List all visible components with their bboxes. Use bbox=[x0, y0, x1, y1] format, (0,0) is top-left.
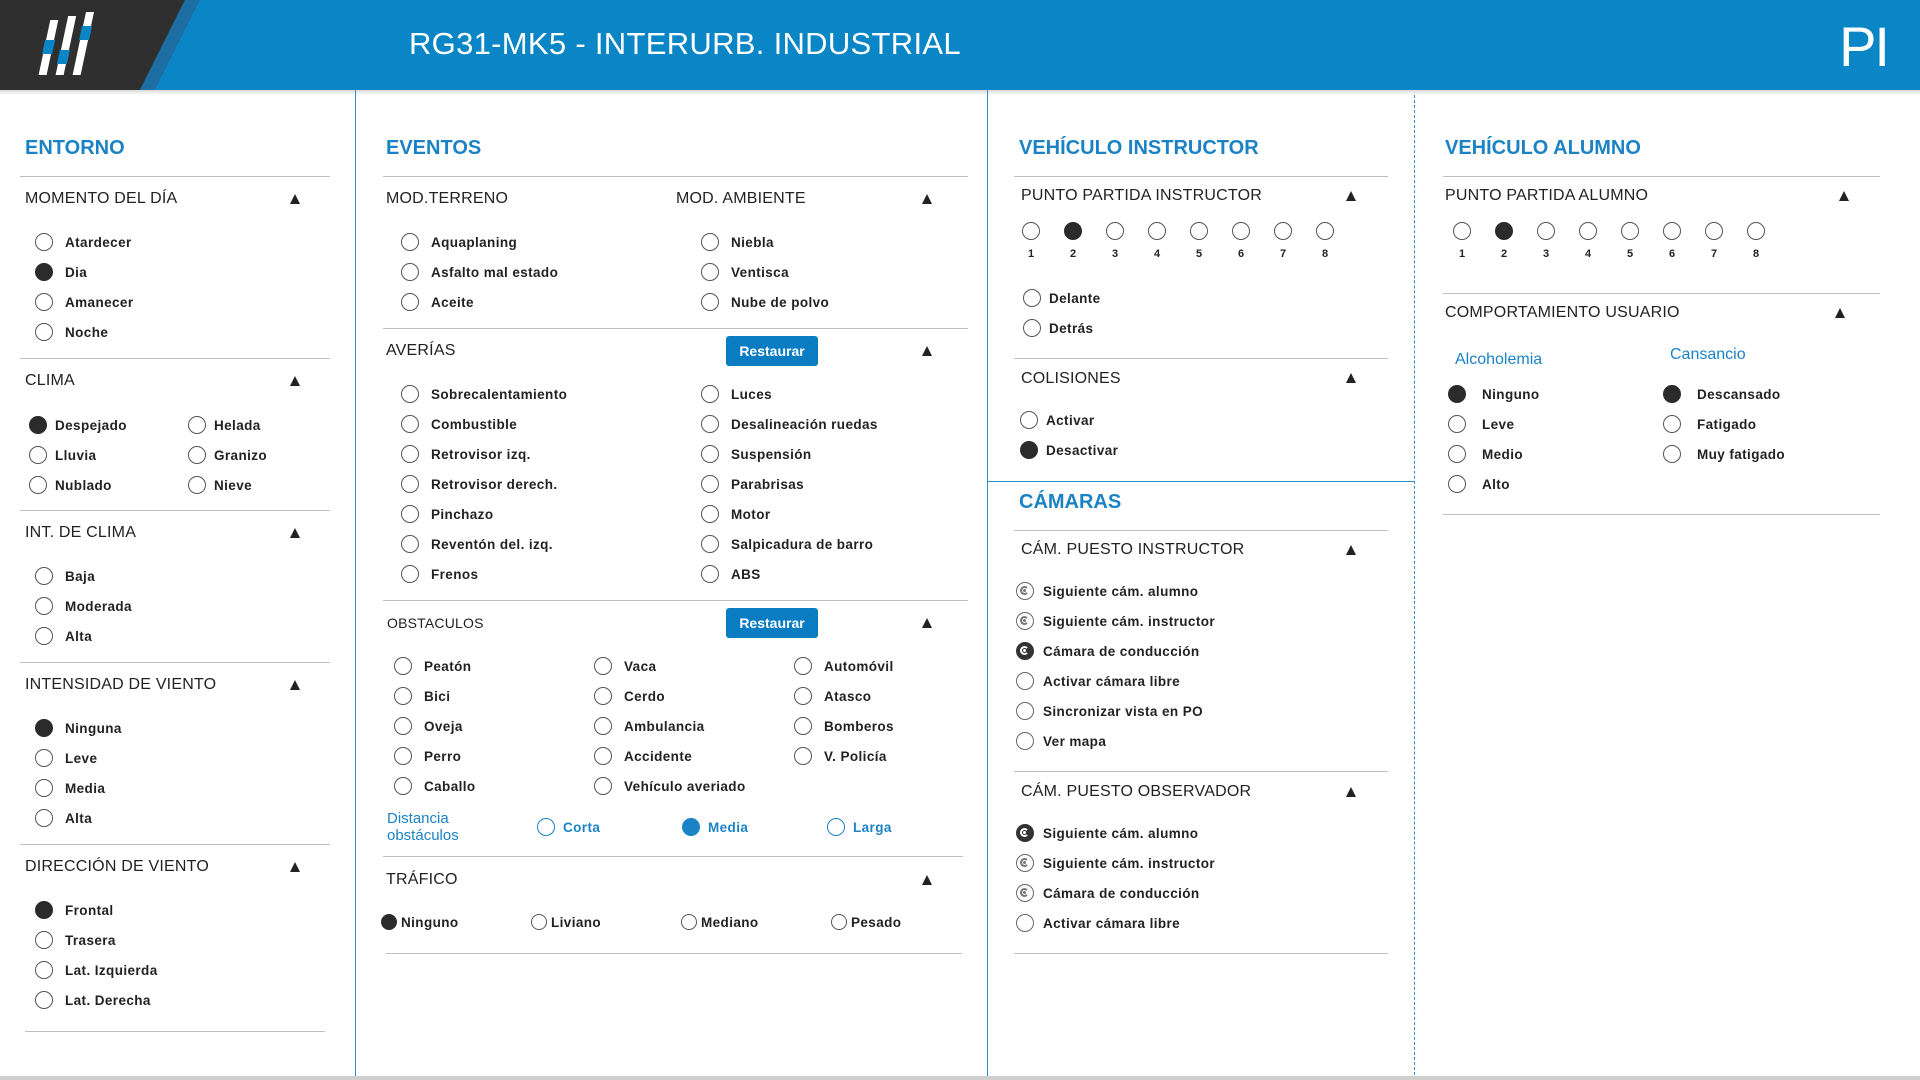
radio-dot bbox=[401, 565, 419, 583]
divider bbox=[20, 358, 330, 359]
divider bbox=[1014, 530, 1388, 531]
point-option[interactable] bbox=[1106, 222, 1124, 240]
radio-dot bbox=[701, 445, 719, 463]
radio-dot bbox=[701, 475, 719, 493]
radio-bomberos[interactable]: Bomberos bbox=[794, 717, 894, 735]
radio-dot bbox=[1020, 411, 1038, 429]
radio-trafico-pesado[interactable]: Pesado bbox=[831, 914, 901, 930]
radio-dot bbox=[701, 535, 719, 553]
divider bbox=[1014, 358, 1388, 359]
divider bbox=[383, 176, 968, 177]
radio-motor[interactable]: Motor bbox=[701, 505, 771, 523]
radio-viento-leve[interactable]: Leve bbox=[35, 749, 97, 767]
radio-alcohol-alto[interactable]: Alto bbox=[1448, 475, 1510, 493]
radio-dot bbox=[35, 961, 53, 979]
radio-dot bbox=[35, 597, 53, 615]
point-number: 4 bbox=[1584, 248, 1592, 260]
radio-dot bbox=[681, 914, 697, 930]
point-number: 2 bbox=[1500, 248, 1508, 260]
radio-fatigado[interactable]: Fatigado bbox=[1663, 415, 1756, 433]
radio-alta[interactable]: Alta bbox=[35, 627, 92, 645]
radio-descansado[interactable]: Descansado bbox=[1663, 385, 1781, 403]
radio-amanecer[interactable]: Amanecer bbox=[35, 293, 134, 311]
point-option[interactable] bbox=[1148, 222, 1166, 240]
radio-reventon[interactable]: Reventón del. izq. bbox=[401, 535, 553, 553]
radio-accidente[interactable]: Accidente bbox=[594, 747, 692, 765]
radio-dot bbox=[537, 818, 555, 836]
collapse-arrow-icon[interactable] bbox=[922, 875, 932, 885]
radio-ventisca[interactable]: Ventisca bbox=[701, 263, 789, 281]
cam-siguiente-instructor[interactable]: Siguiente cám. instructor bbox=[1016, 612, 1215, 630]
point-number: 1 bbox=[1027, 248, 1035, 260]
radio-retrovisor-izq[interactable]: Retrovisor izq. bbox=[401, 445, 531, 463]
divider bbox=[383, 600, 968, 601]
restaurar-obstaculos-button[interactable]: Restaurar bbox=[726, 608, 818, 638]
point-number: 6 bbox=[1668, 248, 1676, 260]
radio-caballo[interactable]: Caballo bbox=[394, 777, 476, 795]
divider bbox=[20, 844, 330, 845]
radio-dot bbox=[1106, 222, 1124, 240]
radio-lluvia[interactable]: Lluvia bbox=[29, 446, 96, 464]
cam-instructor-label: CÁM. PUESTO INSTRUCTOR bbox=[1021, 541, 1245, 558]
divider bbox=[386, 953, 962, 954]
radio-dot bbox=[401, 505, 419, 523]
radio-oveja[interactable]: Oveja bbox=[394, 717, 463, 735]
radio-dot bbox=[394, 717, 412, 735]
cam-siguiente-alumno[interactable]: Siguiente cám. alumno bbox=[1016, 582, 1198, 600]
divider bbox=[383, 328, 968, 329]
collapse-arrow-icon[interactable] bbox=[1839, 191, 1849, 201]
radio-colisiones-activar[interactable]: Activar bbox=[1020, 411, 1095, 429]
radio-dot bbox=[1190, 222, 1208, 240]
instructor-title: VEHÍCULO INSTRUCTOR bbox=[1019, 137, 1259, 159]
point-option[interactable] bbox=[1495, 222, 1513, 240]
point-option[interactable] bbox=[1747, 222, 1765, 240]
radio-dot bbox=[35, 323, 53, 341]
collapse-arrow-icon[interactable] bbox=[1346, 787, 1356, 797]
radio-dot bbox=[1023, 289, 1041, 307]
cam-observador-label: CÁM. PUESTO OBSERVADOR bbox=[1021, 783, 1252, 800]
radio-dot bbox=[1148, 222, 1166, 240]
radio-dot bbox=[1621, 222, 1639, 240]
distancia-label: Distancia obstáculos bbox=[387, 810, 459, 844]
radio-perro[interactable]: Perro bbox=[394, 747, 461, 765]
radio-dot bbox=[701, 505, 719, 523]
cansancio-label: Cansancio bbox=[1670, 346, 1746, 363]
averias-label: AVERÍAS bbox=[386, 342, 456, 359]
radio-helada[interactable]: Helada bbox=[188, 416, 261, 434]
divider bbox=[20, 176, 330, 177]
divider bbox=[383, 856, 963, 857]
radio-dot bbox=[594, 717, 612, 735]
point-number: 5 bbox=[1626, 248, 1634, 260]
divider bbox=[1014, 953, 1388, 954]
radio-trasera[interactable]: Trasera bbox=[35, 931, 116, 949]
radio-dot bbox=[35, 931, 53, 949]
alumno-title: VEHÍCULO ALUMNO bbox=[1445, 137, 1641, 159]
radio-noche[interactable]: Noche bbox=[35, 323, 108, 341]
radio-aquaplaning[interactable]: Aquaplaning bbox=[401, 233, 517, 251]
cam-sincronizar-po[interactable]: Sincronizar vista en PO bbox=[1016, 702, 1203, 720]
radio-ambulancia[interactable]: Ambulancia bbox=[594, 717, 705, 735]
radio-dot bbox=[394, 687, 412, 705]
point-number: 1 bbox=[1458, 248, 1466, 260]
radio-nieve[interactable]: Nieve bbox=[188, 476, 252, 494]
point-number: 7 bbox=[1710, 248, 1718, 260]
collapse-arrow-icon[interactable] bbox=[290, 862, 300, 872]
camera-cycle-icon bbox=[1016, 582, 1034, 600]
radio-dot bbox=[594, 777, 612, 795]
clima-label: CLIMA bbox=[25, 372, 75, 389]
point-option[interactable] bbox=[1705, 222, 1723, 240]
radio-dot bbox=[35, 627, 53, 645]
radio-dot bbox=[1663, 385, 1681, 403]
radio-dot bbox=[682, 818, 700, 836]
radio-dot bbox=[1023, 319, 1041, 337]
radio-dot bbox=[701, 293, 719, 311]
radio-dot bbox=[35, 809, 53, 827]
radio-dot bbox=[188, 446, 206, 464]
collapse-arrow-icon[interactable] bbox=[922, 618, 932, 628]
collapse-arrow-icon[interactable] bbox=[290, 680, 300, 690]
punto-instructor-label: PUNTO PARTIDA INSTRUCTOR bbox=[1021, 187, 1262, 204]
camera-cycle-icon bbox=[1016, 884, 1034, 902]
radio-dot bbox=[35, 233, 53, 251]
radio-dot bbox=[1705, 222, 1723, 240]
radio-dot bbox=[827, 818, 845, 836]
radio-alcohol-ninguno[interactable]: Ninguno bbox=[1448, 385, 1540, 403]
punto-alumno-label: PUNTO PARTIDA ALUMNO bbox=[1445, 187, 1649, 204]
camera-cycle-icon bbox=[1016, 854, 1034, 872]
radio-dot bbox=[394, 777, 412, 795]
radio-dot bbox=[35, 263, 53, 281]
collapse-arrow-icon[interactable] bbox=[290, 528, 300, 538]
radio-dot bbox=[1448, 445, 1466, 463]
radio-trafico-liviano[interactable]: Liviano bbox=[531, 914, 601, 930]
point-option[interactable] bbox=[1232, 222, 1250, 240]
radio-cerdo[interactable]: Cerdo bbox=[594, 687, 665, 705]
radio-dot bbox=[1747, 222, 1765, 240]
radio-dot bbox=[401, 445, 419, 463]
radio-dot bbox=[401, 415, 419, 433]
collapse-arrow-icon[interactable] bbox=[1835, 308, 1845, 318]
radio-dot bbox=[1016, 732, 1034, 750]
radio-dot bbox=[794, 657, 812, 675]
radio-dot bbox=[1274, 222, 1292, 240]
column-divider bbox=[987, 90, 988, 1080]
radio-atasco[interactable]: Atasco bbox=[794, 687, 871, 705]
radio-dot bbox=[29, 416, 47, 434]
radio-dot bbox=[1537, 222, 1555, 240]
radio-dot bbox=[1448, 415, 1466, 433]
radio-lat-derecha[interactable]: Lat. Derecha bbox=[35, 991, 151, 1009]
point-option[interactable] bbox=[1316, 222, 1334, 240]
radio-baja[interactable]: Baja bbox=[35, 567, 95, 585]
radio-dot bbox=[1064, 222, 1082, 240]
radio-asfalto[interactable]: Asfalto mal estado bbox=[401, 263, 558, 281]
cam-ver-mapa[interactable]: Ver mapa bbox=[1016, 732, 1106, 750]
divider bbox=[1014, 176, 1388, 177]
point-number: 6 bbox=[1237, 248, 1245, 260]
radio-dot bbox=[594, 687, 612, 705]
radio-dot bbox=[188, 416, 206, 434]
column-divider bbox=[355, 90, 356, 1080]
collapse-arrow-icon[interactable] bbox=[290, 376, 300, 386]
radio-nublado[interactable]: Nublado bbox=[29, 476, 112, 494]
radio-parabrisas[interactable]: Parabrisas bbox=[701, 475, 804, 493]
radio-desalineacion[interactable]: Desalineación ruedas bbox=[701, 415, 878, 433]
radio-aceite[interactable]: Aceite bbox=[401, 293, 474, 311]
obstaculos-label: OBSTACULOS bbox=[387, 615, 484, 631]
radio-dot bbox=[188, 476, 206, 494]
point-option[interactable] bbox=[1190, 222, 1208, 240]
radio-viento-ninguna[interactable]: Ninguna bbox=[35, 719, 122, 737]
radio-dot bbox=[794, 687, 812, 705]
radio-abs[interactable]: ABS bbox=[701, 565, 761, 583]
radio-dot bbox=[29, 446, 47, 464]
radio-moderada[interactable]: Moderada bbox=[35, 597, 132, 615]
collapse-arrow-icon[interactable] bbox=[1346, 191, 1356, 201]
radio-dot bbox=[401, 233, 419, 251]
camera-cycle-icon bbox=[1016, 612, 1034, 630]
radio-dot bbox=[381, 914, 397, 930]
radio-dot bbox=[394, 747, 412, 765]
radio-luces[interactable]: Luces bbox=[701, 385, 772, 403]
radio-viento-alta[interactable]: Alta bbox=[35, 809, 92, 827]
radio-vaca[interactable]: Vaca bbox=[594, 657, 656, 675]
radio-dot bbox=[594, 657, 612, 675]
radio-dot bbox=[701, 565, 719, 583]
radio-granizo[interactable]: Granizo bbox=[188, 446, 267, 464]
radio-muy-fatigado[interactable]: Muy fatigado bbox=[1663, 445, 1785, 463]
radio-salpicadura[interactable]: Salpicadura de barro bbox=[701, 535, 873, 553]
obs-siguiente-alumno[interactable]: Siguiente cám. alumno bbox=[1016, 824, 1198, 842]
radio-dot bbox=[1663, 222, 1681, 240]
radio-niebla[interactable]: Niebla bbox=[701, 233, 774, 251]
point-option[interactable] bbox=[1453, 222, 1471, 240]
divider bbox=[1443, 514, 1880, 515]
radio-dot bbox=[831, 914, 847, 930]
radio-lat-izquierda[interactable]: Lat. Izquierda bbox=[35, 961, 158, 979]
radio-frontal[interactable]: Frontal bbox=[35, 901, 114, 919]
radio-dot bbox=[594, 747, 612, 765]
point-option[interactable] bbox=[1022, 222, 1040, 240]
section-divider bbox=[988, 481, 1414, 482]
camera-cycle-icon bbox=[1016, 642, 1034, 660]
radio-automovil[interactable]: Automóvil bbox=[794, 657, 894, 675]
point-option[interactable] bbox=[1537, 222, 1555, 240]
eventos-title: EVENTOS bbox=[386, 137, 482, 159]
radio-nube-polvo[interactable]: Nube de polvo bbox=[701, 293, 829, 311]
colisiones-label: COLISIONES bbox=[1021, 370, 1121, 387]
radio-dot bbox=[1579, 222, 1597, 240]
collapse-arrow-icon[interactable] bbox=[922, 194, 932, 204]
radio-dot bbox=[401, 475, 419, 493]
divider bbox=[1443, 293, 1880, 294]
station-label: PI bbox=[1839, 15, 1888, 78]
divider bbox=[20, 662, 330, 663]
radio-dot bbox=[1448, 385, 1466, 403]
point-option[interactable] bbox=[1579, 222, 1597, 240]
radio-dot bbox=[1663, 445, 1681, 463]
radio-distancia-larga[interactable]: Larga bbox=[827, 818, 892, 836]
page-title: RG31-MK5 - INTERURB. INDUSTRIAL bbox=[409, 26, 961, 61]
radio-dot bbox=[394, 657, 412, 675]
collapse-arrow-icon[interactable] bbox=[1346, 373, 1356, 383]
radio-despejado[interactable]: Despejado bbox=[29, 416, 127, 434]
radio-dia[interactable]: Dia bbox=[35, 263, 87, 281]
camaras-title: CÁMARAS bbox=[1019, 491, 1122, 513]
radio-alcohol-medio[interactable]: Medio bbox=[1448, 445, 1523, 463]
point-number: 4 bbox=[1153, 248, 1161, 260]
radio-peaton[interactable]: Peatón bbox=[394, 657, 471, 675]
point-number: 2 bbox=[1069, 248, 1077, 260]
radio-dot bbox=[1232, 222, 1250, 240]
header-shadow bbox=[0, 90, 1920, 95]
radio-dot bbox=[401, 385, 419, 403]
radio-dot bbox=[1448, 475, 1466, 493]
point-option[interactable] bbox=[1064, 222, 1082, 240]
radio-dot bbox=[35, 293, 53, 311]
footer-bar bbox=[0, 1076, 1920, 1080]
divider bbox=[20, 510, 330, 511]
point-number: 3 bbox=[1542, 248, 1550, 260]
radio-dot bbox=[1453, 222, 1471, 240]
comportamiento-label: COMPORTAMIENTO USUARIO bbox=[1445, 304, 1680, 321]
radio-dot bbox=[701, 415, 719, 433]
point-number: 8 bbox=[1321, 248, 1329, 260]
radio-dot bbox=[1016, 672, 1034, 690]
radio-pinchazo[interactable]: Pinchazo bbox=[401, 505, 493, 523]
radio-dot bbox=[35, 779, 53, 797]
radio-sobrecalentamiento[interactable]: Sobrecalentamiento bbox=[401, 385, 567, 403]
obs-conduccion[interactable]: Cámara de conducción bbox=[1016, 884, 1200, 902]
mod-ambiente-label: MOD. AMBIENTE bbox=[676, 190, 806, 207]
point-number: 5 bbox=[1195, 248, 1203, 260]
radio-dot bbox=[701, 233, 719, 251]
radio-dot bbox=[1663, 415, 1681, 433]
mod-terreno-label: MOD.TERRENO bbox=[386, 190, 509, 207]
obs-siguiente-instructor[interactable]: Siguiente cám. instructor bbox=[1016, 854, 1215, 872]
radio-detras[interactable]: Detrás bbox=[1023, 319, 1093, 337]
radio-dot bbox=[35, 567, 53, 585]
collapse-arrow-icon[interactable] bbox=[1346, 545, 1356, 555]
radio-combustible[interactable]: Combustible bbox=[401, 415, 517, 433]
momento-dia-label: MOMENTO DEL DÍA bbox=[25, 190, 178, 207]
point-option[interactable] bbox=[1621, 222, 1639, 240]
radio-frenos[interactable]: Frenos bbox=[401, 565, 478, 583]
radio-dot bbox=[1316, 222, 1334, 240]
radio-dot bbox=[1016, 702, 1034, 720]
radio-colisiones-desactivar[interactable]: Desactivar bbox=[1020, 441, 1118, 459]
radio-alcohol-leve[interactable]: Leve bbox=[1448, 415, 1514, 433]
radio-dot bbox=[401, 263, 419, 281]
app-header bbox=[0, 0, 1920, 90]
radio-distancia-media[interactable]: Media bbox=[682, 818, 748, 836]
radio-trafico-mediano[interactable]: Mediano bbox=[681, 914, 759, 930]
point-number: 7 bbox=[1279, 248, 1287, 260]
camera-cycle-icon bbox=[1016, 824, 1034, 842]
radio-dot bbox=[701, 385, 719, 403]
trafico-label: TRÁFICO bbox=[386, 871, 458, 888]
radio-distancia-corta[interactable]: Corta bbox=[537, 818, 600, 836]
radio-dot bbox=[35, 719, 53, 737]
radio-dot bbox=[794, 747, 812, 765]
cam-activar-libre[interactable]: Activar cámara libre bbox=[1016, 672, 1180, 690]
radio-dot bbox=[1022, 222, 1040, 240]
column-divider bbox=[1414, 95, 1415, 1080]
int-viento-label: INTENSIDAD DE VIENTO bbox=[25, 676, 217, 693]
radio-dot bbox=[701, 263, 719, 281]
radio-retrovisor-der[interactable]: Retrovisor derech. bbox=[401, 475, 558, 493]
radio-delante[interactable]: Delante bbox=[1023, 289, 1101, 307]
radio-vehiculo-averiado[interactable]: Vehículo averiado bbox=[594, 777, 746, 795]
radio-dot bbox=[1020, 441, 1038, 459]
radio-trafico-ninguno[interactable]: Ninguno bbox=[381, 914, 459, 930]
entorno-title: ENTORNO bbox=[25, 137, 125, 159]
radio-policia[interactable]: V. Policía bbox=[794, 747, 887, 765]
dir-viento-label: DIRECCIÓN DE VIENTO bbox=[25, 858, 209, 875]
point-option[interactable] bbox=[1274, 222, 1292, 240]
cam-conduccion[interactable]: Cámara de conducción bbox=[1016, 642, 1200, 660]
radio-dot bbox=[531, 914, 547, 930]
radio-dot bbox=[35, 901, 53, 919]
divider bbox=[1014, 771, 1388, 772]
divider bbox=[1443, 176, 1880, 177]
radio-dot bbox=[35, 749, 53, 767]
divider bbox=[25, 1031, 325, 1032]
obs-activar-libre[interactable]: Activar cámara libre bbox=[1016, 914, 1180, 932]
radio-dot bbox=[794, 717, 812, 735]
int-clima-label: INT. DE CLIMA bbox=[25, 524, 137, 541]
point-option[interactable] bbox=[1663, 222, 1681, 240]
point-number: 8 bbox=[1752, 248, 1760, 260]
radio-bici[interactable]: Bici bbox=[394, 687, 450, 705]
radio-dot bbox=[1016, 914, 1034, 932]
radio-viento-media[interactable]: Media bbox=[35, 779, 105, 797]
radio-dot bbox=[401, 293, 419, 311]
collapse-arrow-icon[interactable] bbox=[922, 346, 932, 356]
radio-suspension[interactable]: Suspensión bbox=[701, 445, 812, 463]
radio-dot bbox=[401, 535, 419, 553]
collapse-arrow-icon[interactable] bbox=[290, 194, 300, 204]
radio-dot bbox=[29, 476, 47, 494]
restaurar-averias-button[interactable]: Restaurar bbox=[726, 336, 818, 366]
radio-atardecer[interactable]: Atardecer bbox=[35, 233, 132, 251]
radio-dot bbox=[1495, 222, 1513, 240]
point-number: 3 bbox=[1111, 248, 1119, 260]
app-logo bbox=[0, 0, 200, 90]
radio-dot bbox=[35, 991, 53, 1009]
alcoholemia-label: Alcoholemia bbox=[1455, 351, 1543, 368]
